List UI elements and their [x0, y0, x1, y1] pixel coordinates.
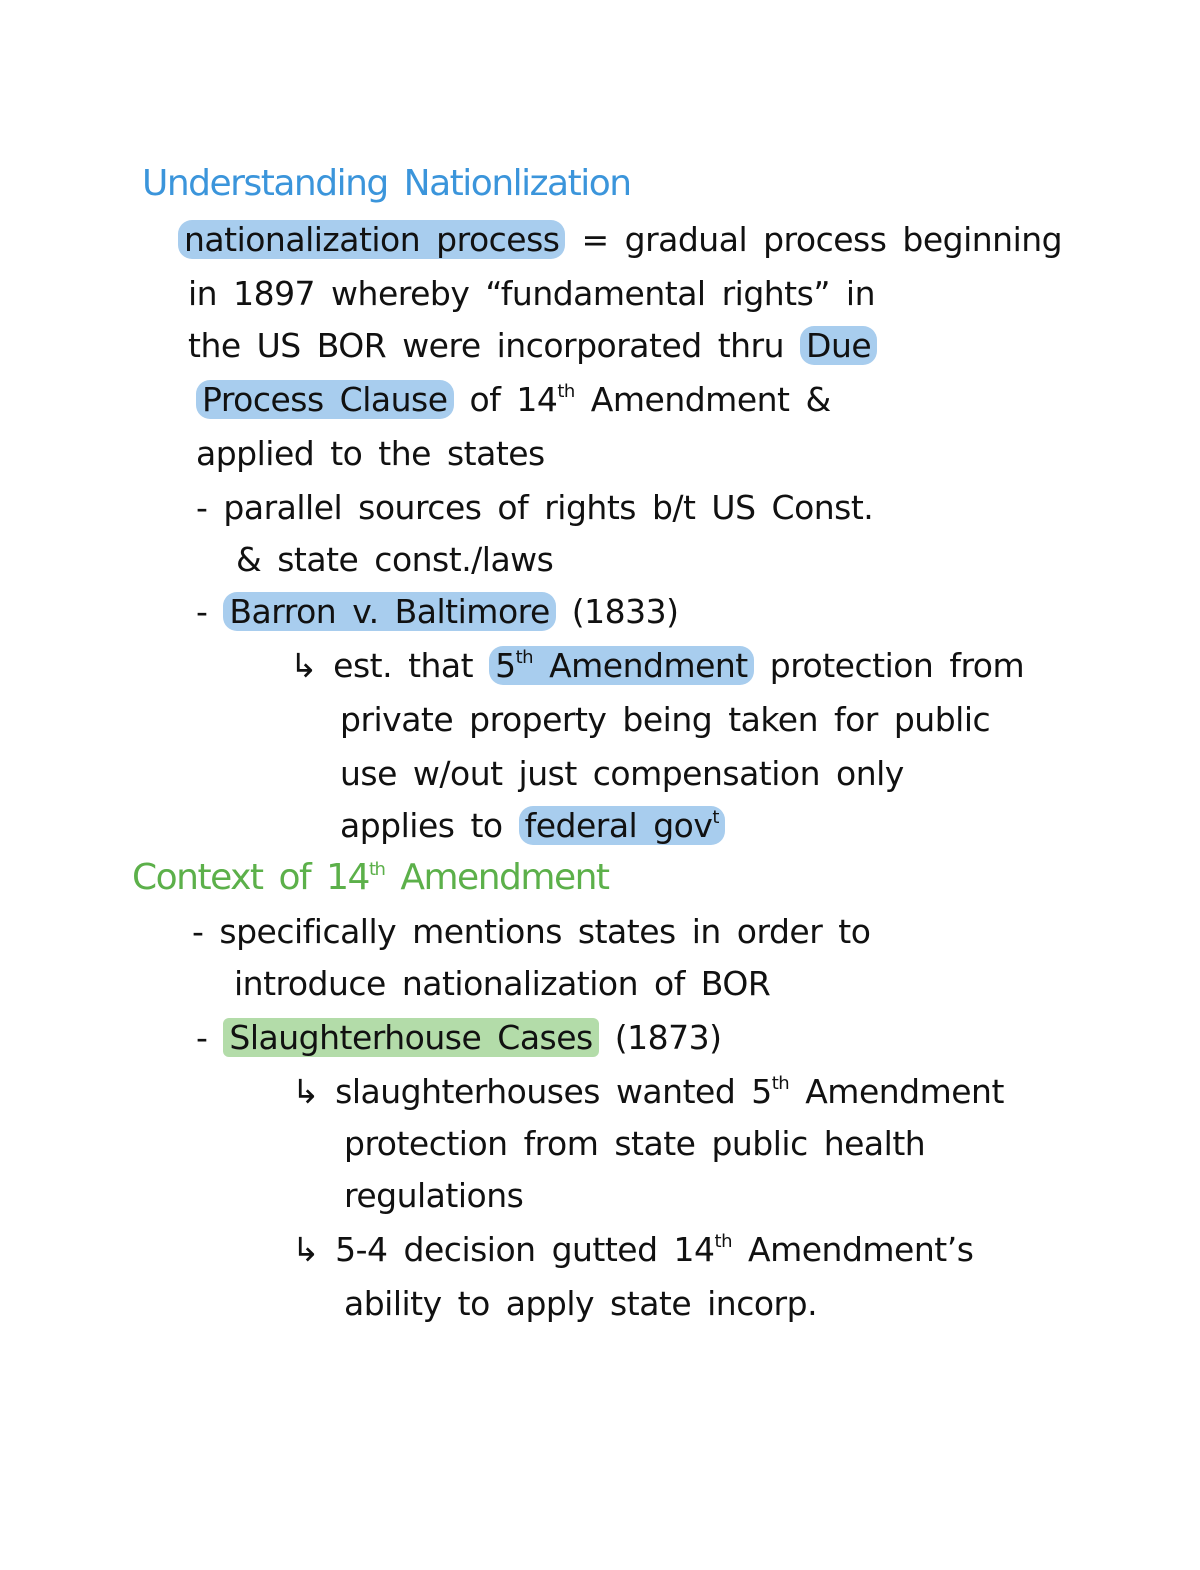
- sub-decision-line-2: [344, 1282, 817, 1326]
- superscript: t: [712, 807, 719, 828]
- definition-line-5: [196, 432, 545, 476]
- case-year: (1873): [614, 1018, 722, 1057]
- bullet-dash: -: [196, 1018, 208, 1057]
- heading-text: Amendment: [400, 857, 609, 898]
- line-text: private property being taken for public: [340, 700, 991, 739]
- superscript: th: [368, 859, 385, 880]
- line-text: protection from state public health: [344, 1124, 926, 1163]
- bullet-text: - parallel sources of rights b/t US Const.: [196, 488, 874, 527]
- sub-barron-line-3: [340, 752, 904, 796]
- line-text: ability to apply state incorp.: [344, 1284, 818, 1323]
- line-text: Amendment &: [590, 380, 831, 419]
- superscript: th: [515, 647, 534, 668]
- arrow-icon: ↳: [292, 1230, 320, 1269]
- heading-text: Context of 14: [132, 857, 369, 898]
- highlight-barron-v-baltimore: Barron v. Baltimore: [223, 592, 555, 631]
- superscript: th: [771, 1073, 790, 1094]
- bullet-mentions-states-cont: [234, 962, 770, 1006]
- sub-slaughterhouse-line-1: [292, 1070, 1004, 1114]
- bullet-text: introduce nationalization of BOR: [234, 964, 771, 1003]
- definition-line-1: [178, 218, 1062, 262]
- line-text: use w/out just compensation only: [340, 754, 904, 793]
- definition-text: gradual process beginning: [624, 220, 1063, 259]
- line-text: est. that: [333, 646, 474, 685]
- arrow-icon: ↳: [290, 646, 318, 685]
- case-year: (1833): [571, 592, 679, 631]
- definition-line-4: [196, 378, 831, 422]
- highlight-due: Due: [800, 326, 877, 365]
- bullet-text: & state const./laws: [236, 540, 554, 579]
- line-text: applies to: [340, 806, 503, 845]
- definition-line-2: [188, 272, 875, 316]
- sub-decision-line-1: [292, 1228, 973, 1272]
- line-text: Amendment’s: [748, 1230, 974, 1269]
- highlight-federal-govt: [519, 806, 725, 845]
- bullet-barron: [196, 590, 679, 634]
- line-text: 5-4 decision gutted 14: [335, 1230, 715, 1269]
- highlight-slaughterhouse-cases: Slaughterhouse Cases: [223, 1018, 598, 1057]
- amendment-number: 5: [495, 646, 516, 685]
- bullet-parallel-sources: [196, 486, 873, 530]
- arrow-icon: ↳: [292, 1072, 320, 1111]
- highlight-text: federal gov: [524, 806, 713, 845]
- line-text: protection from: [769, 646, 1025, 685]
- heading-text: Understanding Nationlization: [142, 163, 631, 204]
- amendment-word: Amendment: [549, 646, 748, 685]
- bullet-slaughterhouse: [196, 1016, 721, 1060]
- line-text: slaughterhouses wanted 5: [335, 1072, 772, 1111]
- line-text: Amendment: [805, 1072, 1004, 1111]
- line-text: applied to the states: [196, 434, 545, 473]
- equals-sign: =: [581, 220, 609, 259]
- highlight-process-clause: Process Clause: [196, 380, 454, 419]
- line-text: of 14: [469, 380, 558, 419]
- line-text: regulations: [344, 1176, 524, 1215]
- bullet-mentions-states: [192, 910, 870, 954]
- superscript: th: [557, 381, 575, 402]
- sub-barron-line-4: [340, 804, 725, 848]
- sub-slaughterhouse-line-3: [344, 1174, 523, 1218]
- section-heading-nationalization: [142, 162, 631, 206]
- line-text: the US BOR were incorporated thru: [188, 326, 785, 365]
- sub-barron-line-2: [340, 698, 990, 742]
- sub-barron-line-1: [290, 644, 1024, 688]
- bullet-parallel-sources-cont: [236, 538, 553, 582]
- superscript: th: [714, 1231, 733, 1252]
- line-text: in 1897 whereby “fundamental rights” in: [188, 274, 875, 313]
- highlight-5th-amendment: [489, 646, 754, 685]
- sub-slaughterhouse-line-2: [344, 1122, 925, 1166]
- section-heading-14th-amendment: [132, 856, 609, 900]
- bullet-text: - specifically mentions states in order to: [192, 912, 871, 951]
- highlight-term: nationalization process: [178, 220, 565, 259]
- definition-line-3: [188, 324, 877, 368]
- bullet-dash: -: [196, 592, 208, 631]
